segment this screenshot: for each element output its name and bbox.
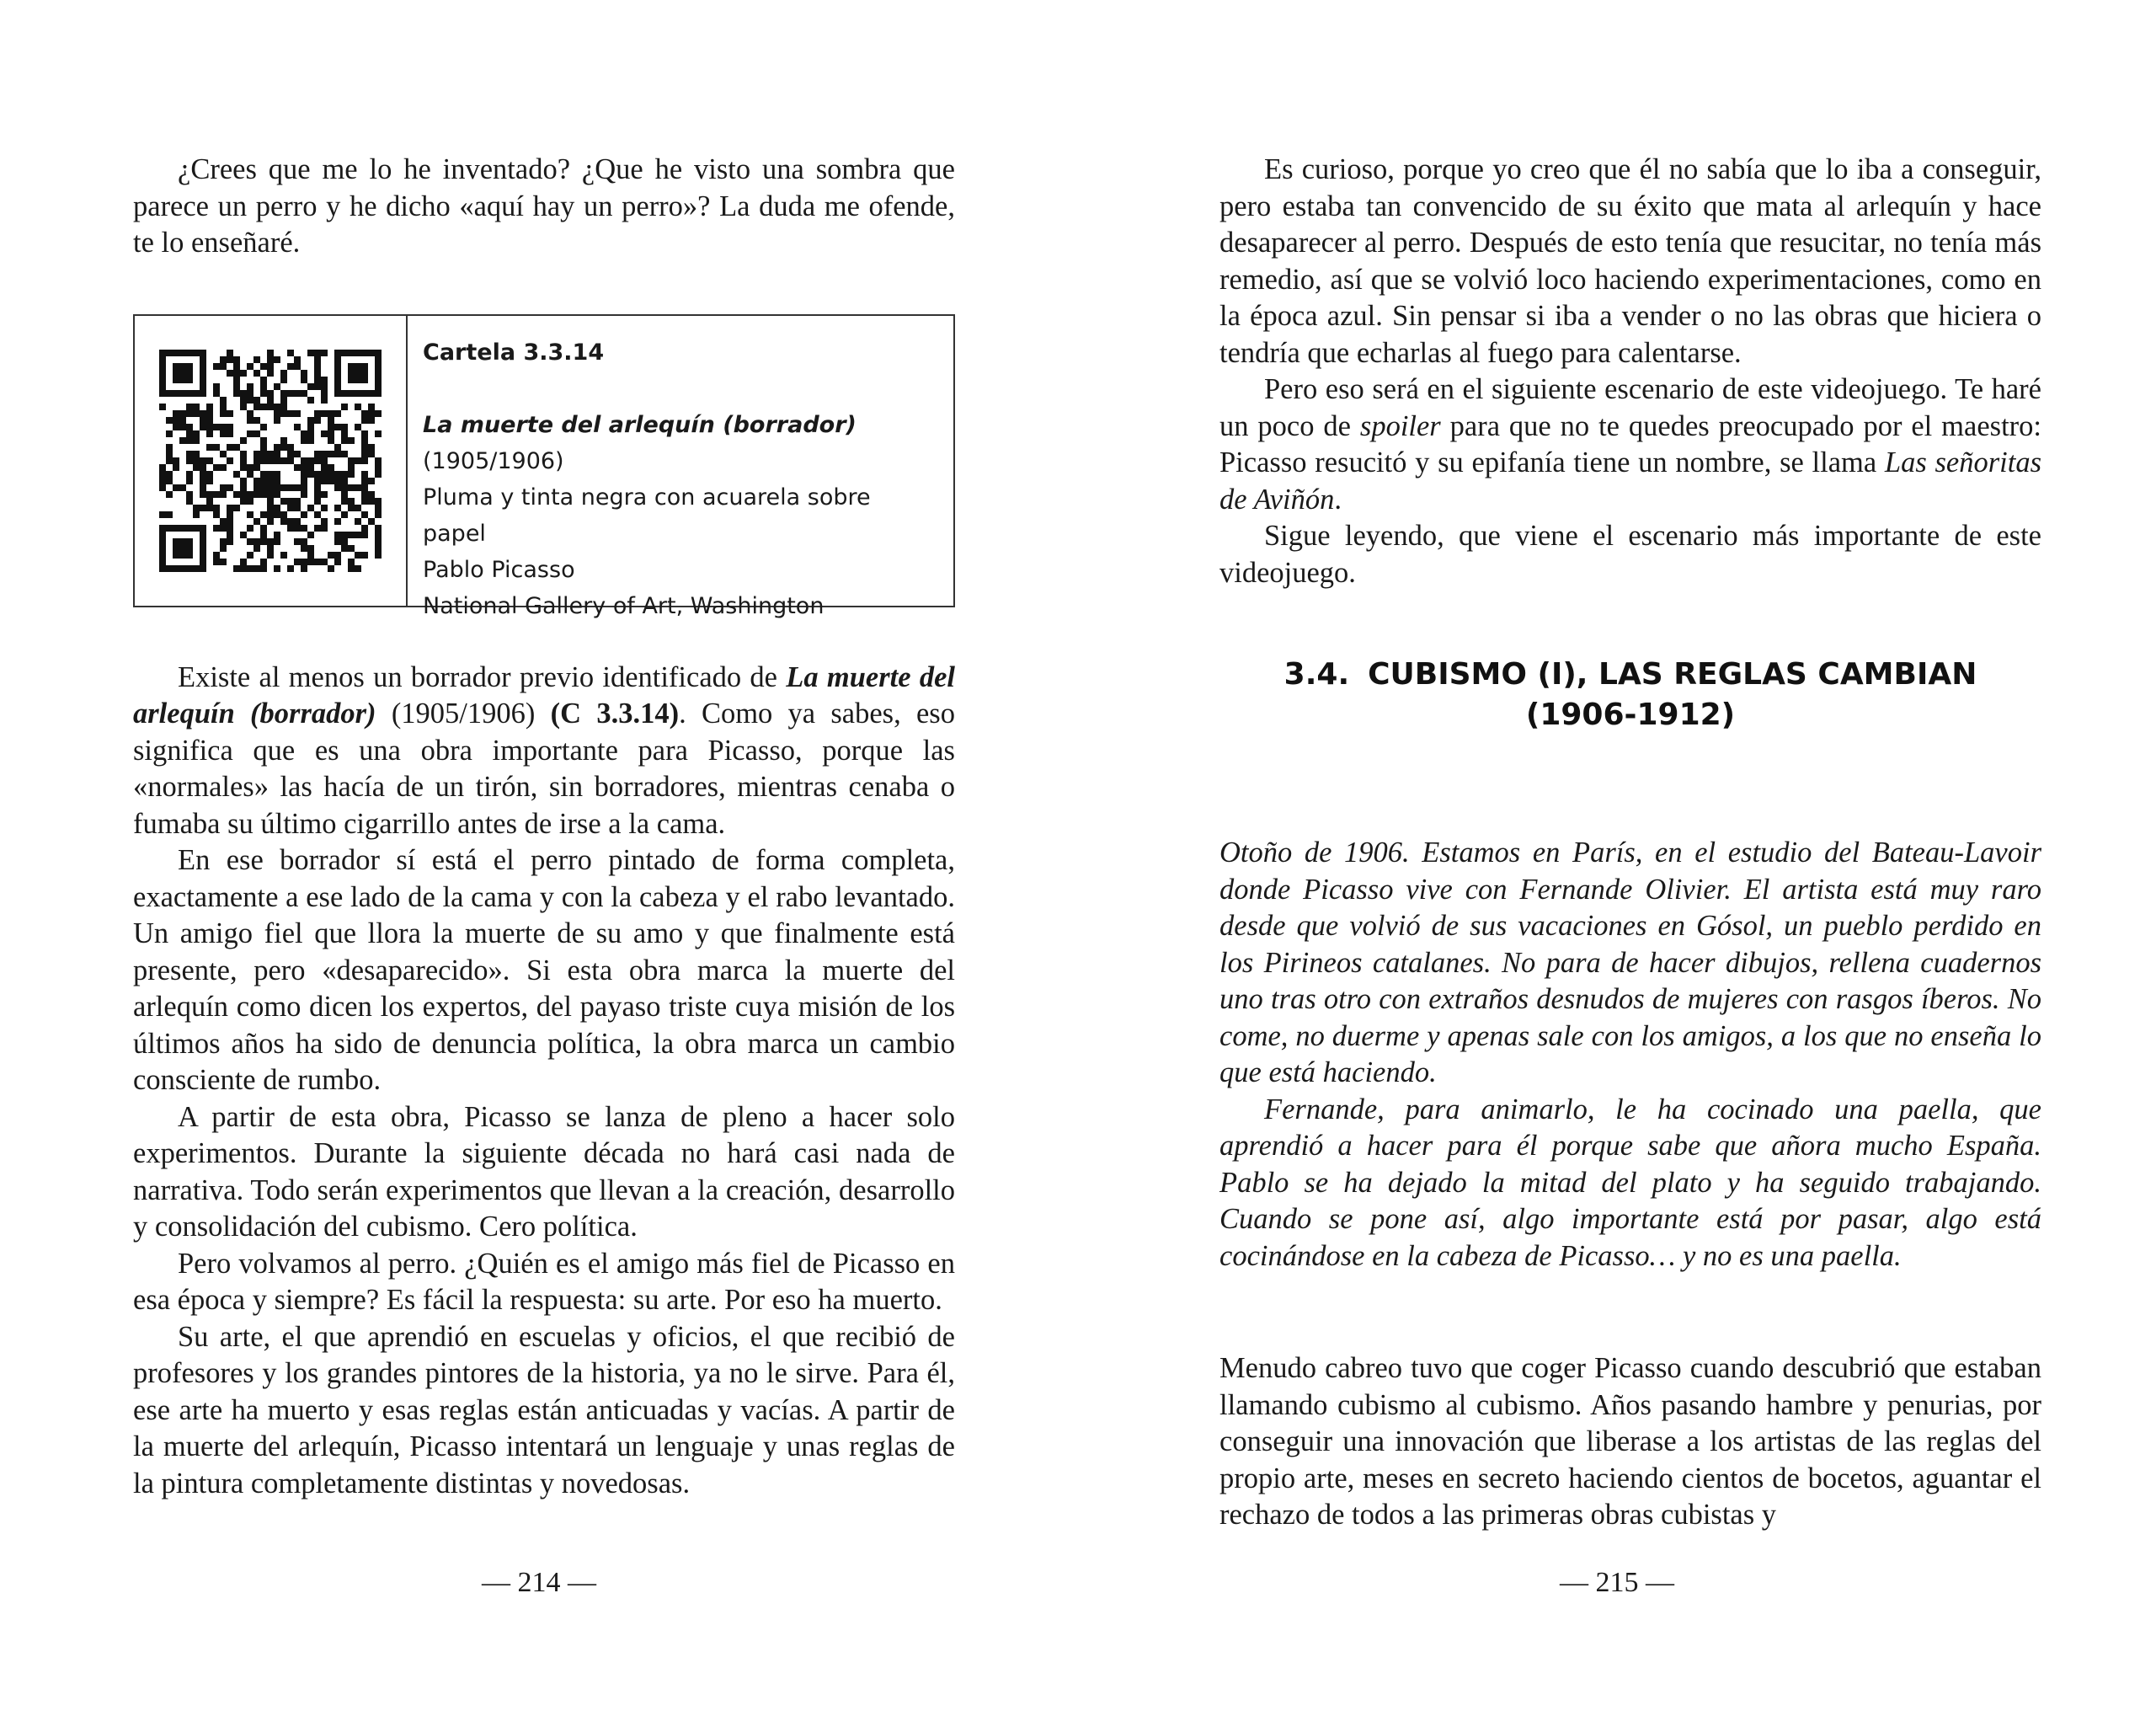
cartela-medium: Pluma y tinta negra con acuarela sobre papel bbox=[423, 484, 871, 547]
cartela-reference: (C 3.3.14) bbox=[550, 698, 680, 730]
page-number: — 215 — bbox=[1560, 1567, 1674, 1598]
paragraph: Menudo cabreo tuvo que coger Picasso cuando descubrió que estaban llamando cubismo al cubismo. Años pasando hambre y penurias, por conseguir una innovación que liberase a los artistas de las reglas del propio arte, meses en secreto haciendo cientos de bocetos, aguantar el rechazo de todos a las primeras obras cubistas y bbox=[1219, 1352, 2041, 1531]
section-title-line2: (1906-1912) bbox=[1525, 698, 1736, 732]
work-title-emphasis: Las señoritas de Aviñón bbox=[1219, 446, 2042, 516]
paragraph: Sigue leyendo, que viene el escenario más importante de este videojuego. bbox=[1219, 520, 2041, 589]
right-page bbox=[1078, 0, 2156, 1716]
page-number: — 214 — bbox=[482, 1567, 596, 1598]
emphasis: spoiler bbox=[1359, 409, 1441, 442]
paragraph: Pero volvamos al perro. ¿Quién es el amigo más fiel de Picasso en esa época y siempre? Es fácil la respuesta: su arte. Por eso ha muerto. bbox=[133, 1247, 955, 1316]
cartela-artist: Pablo Picasso bbox=[423, 556, 575, 583]
text-run: (1905/1906) bbox=[376, 698, 551, 730]
work-title-emphasis: La muerte del arlequín (borrador) bbox=[133, 660, 955, 730]
left-text-column bbox=[133, 152, 955, 1502]
right-text-column bbox=[1219, 152, 2041, 1534]
paragraph: Fernande, para animarlo, le ha cocinado una paella, que aprendió a hacer para él porque sabe que añora mucho España. Pablo se ha dejado la mitad del plato y ha seguido trabajando. Cuando se pone así, algo importante está por pasar, algo está cocinándose en la cabeza de Picasso… y no es una paella. bbox=[1219, 1093, 2041, 1272]
text-run: Existe al menos un borrador previo identificado de bbox=[178, 660, 787, 693]
section-heading bbox=[1219, 655, 2041, 735]
paragraph: Su arte, el que aprendió en escuelas y oficios, el que recibió de profesores y los grandes pintores de la historia, ya no le sirve. Para él, ese arte ha muerto y esas reglas están anticuadas y vacías. A partir de la muerte del arlequín, Picasso intentará un lenguaje y unas reglas de la pintura completamente distintas y novedosas. bbox=[133, 1320, 955, 1499]
paragraph: ¿Crees que me lo he inventado? ¿Que he visto una sombra que parece un perro y he dicho «aquí hay un perro»? La duda me ofende, te lo enseñaré. bbox=[133, 153, 955, 259]
italic-intro bbox=[1219, 835, 2041, 1275]
text-run: para que no te quedes preocupado por el maestro: Picasso resucitó y su epifanía tiene un nombre, se llama bbox=[1219, 409, 2041, 478]
paragraph: En ese borrador sí está el perro pintado de forma completa, exactamente a ese lado de la cama y con la cabeza y el rabo levantado. Un amigo fiel que llora la muerte de su amo y que finalmente está presente, pero «desaparecido». Si esta obra marca la muerte del arlequín como dicen los expertos, del payaso triste cuya misión de los últimos años ha sido de denuncia política, la obra marca un cambio consciente de rumbo. bbox=[133, 844, 955, 1096]
text-run: . Como ya sabes, eso significa que es una obra importante para Picasso, porque las «normales» las hacía de un tirón, sin borradores, mientras cenaba o fumaba su último cigarrillo antes de irse a la cama. bbox=[133, 698, 955, 840]
qr-code-cell bbox=[135, 316, 408, 606]
paragraph: A partir de esta obra, Picasso se lanza de pleno a hacer solo experimentos. Durante la siguiente década no hará casi nada de narrativa. Todo serán experimentos que llevan a la creación, desarrollo y consolidación del cubismo. Cero política. bbox=[133, 1100, 955, 1243]
text-run: . bbox=[1334, 483, 1342, 516]
cartela-work-title: La muerte del arlequín (borrador) bbox=[423, 411, 857, 438]
qr-code-icon[interactable] bbox=[159, 350, 382, 572]
section-number: 3.4. bbox=[1283, 657, 1350, 692]
paragraph: Otoño de 1906. Estamos en París, en el estudio del Bateau-Lavoir donde Picasso vive con Fernande Olivier. El artista está muy raro desde que volvió de sus vacaciones en Gósol, un pueblo perdido en los Pirineos catalanes. No para de hacer dibujos, rellena cuadernos uno tras otro con extraños desnudos de mujeres con rasgos íberos. No come, no duerme y apenas sale con los amigos, a los que no enseña lo que está haciendo. bbox=[1219, 837, 2041, 1088]
paragraph bbox=[133, 660, 955, 843]
paragraph bbox=[1219, 372, 2041, 518]
cartela-date: (1905/1906) bbox=[423, 447, 564, 474]
cartela-info bbox=[408, 316, 953, 619]
paragraph: Es curioso, porque yo creo que él no sabía que lo iba a conseguir, pero estaba tan convencido de su éxito que mata al arlequín y hace desaparecer al perro. Después de esto tenía que resucitar, no tenía más remedio, así que se volvió loco haciendo experimentaciones, como en la época azul. Sin pensar si iba a vender o no las obras que hiciera o tendría que echarlas al fuego para calentarse. bbox=[1219, 153, 2041, 369]
text-run: Pero eso será en el siguiente escenario de este videojuego. Te haré un poco de bbox=[1219, 373, 2041, 442]
cartela-box bbox=[133, 314, 955, 619]
cartela-title: Cartela 3.3.14 bbox=[423, 339, 605, 366]
section-title-line1: CUBISMO (I), LAS REGLAS CAMBIAN bbox=[1368, 657, 1977, 692]
cartela-location: National Gallery of Art, Washington bbox=[423, 592, 825, 619]
